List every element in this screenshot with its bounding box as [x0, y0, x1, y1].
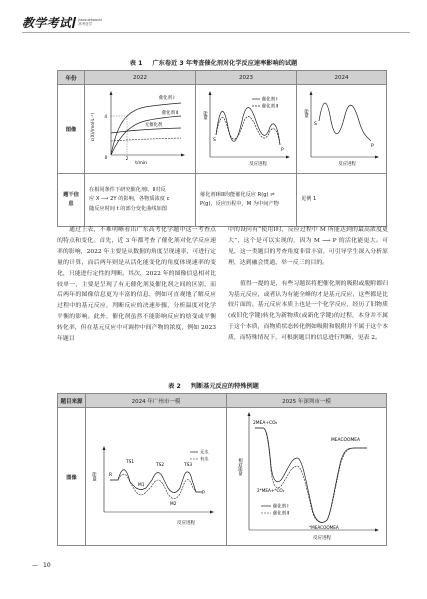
table1-graph-2024-cell [297, 85, 387, 174]
page-number-dash: — [32, 562, 38, 569]
g22-tick-x: 2 [125, 156, 129, 161]
g22-y-arrow [110, 91, 113, 95]
table2-row-graph-label: 图像 [58, 408, 86, 546]
table2-header-guangzhou: 2024 年广州市一模 [86, 394, 227, 408]
g24-ylabel: 能量 [303, 109, 309, 118]
sz-xlabel: 反应进程 [313, 536, 331, 541]
g22-label-cat2: 催化剂 Ⅱ [162, 111, 179, 116]
gz-curve-no-water [110, 470, 202, 493]
sz-x-arrow [375, 529, 379, 532]
gz-label-ts2: TS2 [156, 463, 165, 468]
g22-label-none: 无催化剂 [145, 123, 163, 128]
body-right-paragraph-2: 值得一提的是，有些习题误将把催化剂的吸附或脱附都归为基元反应，或者认为有能全峰的才是基元反应，这些都是比较片面的。基元反应本质上也是一个化学反应，经历了旧物质(或旧化学键)转化为新物质(或新化学键)的过程，本身并不属于这个本质，而物质状态转化例如吸附和脱附并不属于这个本质，而特殊情况下，可根据题目的信息进行判断，见表 2。 [228, 280, 388, 342]
g24-curve [319, 103, 371, 141]
g24-point-s: S [314, 122, 317, 127]
body-right-paragraph-1: 中的设问有“使用Ⅰ时，反应过程中 M 所能达到的最高浓度更大”，这个是可以实现的，因为 M ⟶ P 的活化能更大。可见，这一类题目的考查角度非常丰富，可引导学生深入分析原理，达到融会贯通、举一反三的目的。 [228, 227, 388, 266]
gz-curve-with-water [110, 474, 202, 498]
info-2023-line-2: P(g)，反应历程中，M 为中间产物 [200, 201, 279, 207]
table2-graph-gz-cell [86, 408, 227, 546]
sz-label-adsorbed-product: *MEACOOMEA [309, 525, 339, 530]
g23-y-arrow [209, 91, 212, 95]
gz-label-ts3: TS3 [184, 463, 193, 468]
table2-caption-text: 判断基元反应的特殊例题 [190, 383, 259, 390]
gz-x-arrow [210, 511, 214, 514]
g24-x-arrow [375, 156, 379, 159]
body-right-column [228, 225, 388, 344]
table2-caption [0, 381, 427, 390]
sz-y-arrow [248, 412, 251, 416]
graph-2024 [297, 85, 386, 171]
g23-curve-catalyst-1 [216, 108, 280, 146]
info-2022-line-3: 随反应时间 t 的部分变化曲线如图 [89, 205, 167, 212]
table1-caption [0, 58, 427, 67]
gz-label-ts1: TS1 [126, 460, 135, 465]
g23-xlabel: 反应进程 [249, 162, 267, 167]
gz-ylabel: 能量 [91, 472, 97, 481]
logo-subtitle [78, 18, 102, 27]
gz-label-r: R [109, 473, 113, 478]
graph-2023 [196, 85, 296, 171]
g23-curve-catalyst-2 [216, 117, 280, 146]
g24-point-p: P [371, 144, 374, 149]
g24-y-arrow [310, 91, 313, 95]
graph-2022 [85, 85, 195, 171]
table1-header-2024: 2024 [297, 71, 387, 85]
gz-y-arrow [103, 446, 106, 450]
g24-xlabel: 反应进程 [338, 162, 356, 167]
sz-label-adsorbed: 2*MEA+*CO₂ [257, 488, 285, 493]
table1 [57, 70, 387, 227]
g22-xlabel: t/min [135, 161, 147, 166]
sz-label-start: 2MEA+CO₂ [253, 421, 278, 426]
sz-legend-1: 催化剂 Ⅰ [273, 504, 289, 510]
g22-origin: 0 [104, 155, 108, 160]
journal-logo [22, 12, 102, 32]
g23-x-arrow [286, 156, 290, 159]
gz-xlabel: 反应进程 [177, 521, 195, 526]
table1-header-2023: 2023 [196, 71, 297, 85]
graph-guangzhou [86, 408, 226, 543]
logo-sub-en: Jiaoxuekaoshi [78, 17, 103, 22]
table2-header-shenzhen: 2025 年深圳市一模 [227, 394, 387, 408]
table2-header-source: 题目来源 [58, 394, 86, 408]
table1-caption-num: 表 1 [129, 60, 143, 67]
gz-label-m1: M1 [138, 483, 145, 488]
page-header [0, 0, 427, 44]
page-number [32, 562, 51, 569]
table2-caption-num: 表 2 [168, 383, 181, 390]
g23-ylabel: 能量 [202, 111, 208, 120]
info-2022-line-2: 应 X ⟶ 2Y 的影响，各物质浓度 c [89, 196, 170, 203]
table1-header-2022: 2022 [85, 71, 196, 85]
table1-info-2024: 见例 1 [297, 174, 387, 227]
table1-graph-2022-cell [85, 85, 196, 174]
g22-ylabel: c(X)/(mol·L⁻¹) [90, 112, 95, 142]
info-2022-line-1: 在相同条件下研究催化剂Ⅰ、Ⅱ对反 [89, 186, 166, 193]
page-number-value: 10 [43, 562, 51, 569]
info-2023-line-1: 催化剂Ⅰ和Ⅱ均能催化反应 R(g) ⇌ [200, 191, 275, 198]
graph-shenzhen [227, 408, 386, 543]
table1-info-2023 [196, 174, 297, 227]
g22-x-arrow [181, 154, 185, 157]
g22-label-cat1: 催化剂 Ⅰ [159, 96, 175, 101]
table1-graph-2023-cell [196, 85, 297, 174]
logo-divider [72, 17, 76, 28]
sz-legend-2: 催化剂 Ⅱ [273, 511, 290, 517]
g23-legend-1: 催化剂 Ⅰ [262, 97, 278, 103]
table1-header-year: 年份 [58, 71, 85, 85]
g22-tick-y: 4 [104, 114, 107, 119]
g23-legend-2: 催化剂 Ⅱ [262, 104, 279, 110]
header-rule [22, 32, 410, 33]
table2-graph-sz-cell [227, 408, 387, 546]
g23-point-s: S [213, 138, 216, 143]
body-left-paragraph-1: 通过上表，不难明晰看出广东高考化学题中这一考查点的特点和变化。首先，近 3 年都考查了催化剂对化学反应速率的影响，2022 年主要是从数据的角度呈现速率，可进行定量的计算，而后两年则是从活化能变化的角度体现速率的变化，只能进行定性的判断。其次，2022 年的图像信息相对比较单一，主要是呈现了有无催化剂及催化剂之间的区别，而后两年的图像信息更为丰富的信息，例如可直观地了解反应过程中的基元反应，判断反应的决速步骤，分析温度对化学平衡的影响。此外，催化剂虽然不能影响反应的焓变或平衡转化率，但在基元反应中可调控中间产物的浓度，例如 2023 年题目 [57, 227, 216, 343]
gz-legend-1: 无水 [200, 450, 209, 456]
body-left-column [57, 225, 216, 345]
g22-curve-catalyst-2 [111, 116, 181, 155]
table1-info-2022 [85, 174, 196, 227]
g22-curve-x-conc [111, 138, 181, 141]
logo-main-text: 教学考试 [22, 15, 72, 30]
table1-row-graph-label: 图像 [58, 85, 85, 174]
g23-point-p: P [281, 148, 284, 153]
sz-ylabel: 相对能量 [237, 458, 243, 476]
table2 [57, 393, 387, 546]
table1-row-info-label: 题干信息 [58, 174, 85, 227]
gz-label-p: P [202, 491, 205, 496]
gz-label-m2: M2 [170, 502, 177, 507]
logo-sub-cn: 高考化学 [78, 22, 93, 26]
gz-legend-2: 有水 [200, 457, 209, 463]
sz-label-product: MEACOOMEA [331, 438, 361, 443]
g22-curve-no-catalyst [111, 128, 181, 133]
table1-caption-text: 广东卷近 3 年考查催化剂对化学反应速率影响的试题 [152, 60, 298, 67]
